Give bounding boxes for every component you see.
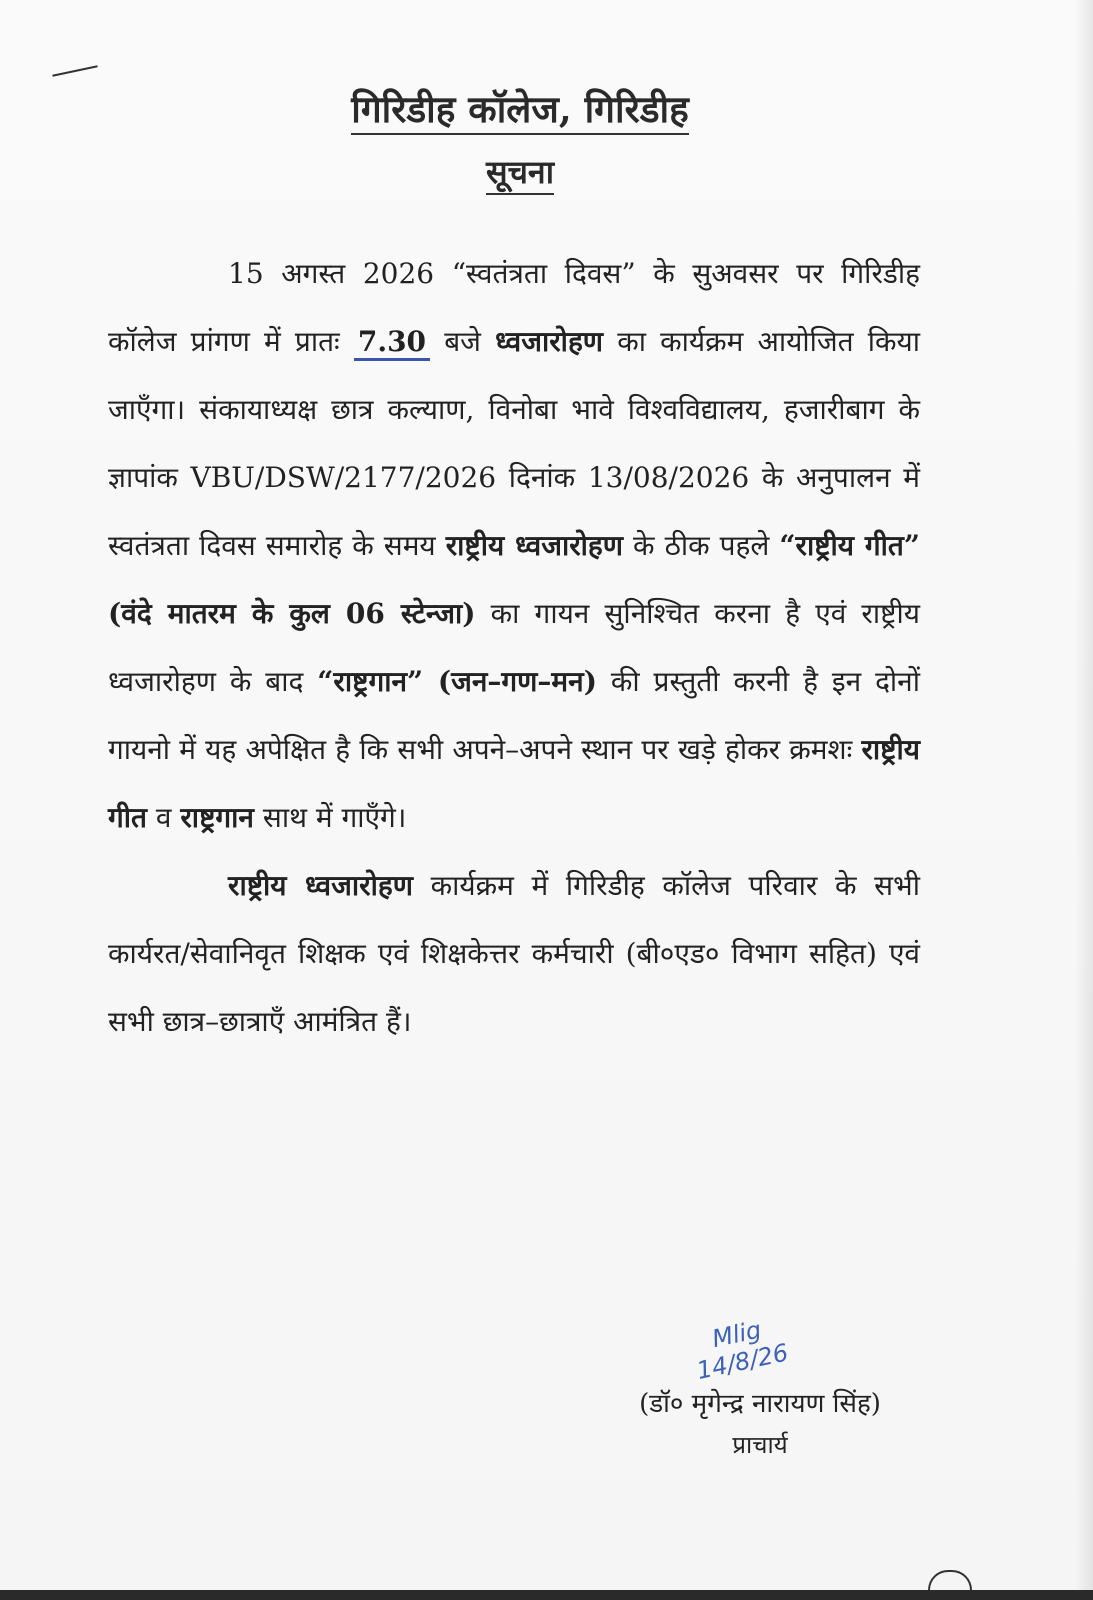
p1-text-2: बजे	[430, 325, 496, 358]
edge-mark	[928, 1570, 972, 1592]
p2-bold-1: राष्ट्रीय ध्वजारोहण	[228, 869, 413, 902]
notice-heading	[0, 150, 1040, 193]
principal-designation: प्राचार्य	[732, 1431, 788, 1459]
handwritten-signature: Mlig 14/8/26	[694, 1315, 791, 1386]
notice-heading-text: सूचना	[486, 153, 554, 195]
bottom-edge	[0, 1590, 1093, 1600]
page-shadow	[1075, 0, 1093, 1600]
p1-text-4: के ठीक पहले	[623, 529, 780, 562]
p1-text-1: 15 अगस्त 2026 “स्वतंत्रता दिवस” के सुअवसर पर गिरिडीह कॉलेज प्रांगण में प्रातः	[108, 257, 920, 358]
p1-text-7: व	[146, 801, 181, 834]
p1-text-3: का कार्यक्रम आयोजित किया जाएँगा। संकायाध्यक्ष छात्र कल्याण, विनोबा भावे विश्वविद्यालय, हजारीबाग के ज्ञापांक VBU/DSW/2177/2026 दिनांक 13/08/2026 के अनुपालन में स्वतंत्रता दिवस समारोह के समय	[108, 325, 920, 562]
principal-name: (डॉ० मृगेन्द्र नारायण सिंह)	[639, 1389, 881, 1419]
p1-bold-4: “राष्ट्रगान” (जन–गण–मन)	[317, 665, 597, 698]
p1-bold-2: राष्ट्रीय ध्वजारोहण	[445, 529, 624, 562]
notice-body	[108, 240, 920, 1056]
paragraph-1	[108, 240, 920, 852]
college-title-text: गिरिडीह कॉलेज, गिरिडीह	[351, 87, 689, 135]
paragraph-2	[108, 852, 920, 1056]
p2-text-1: कार्यक्रम में गिरिडीह कॉलेज परिवार के सभी कार्यरत/सेवानिवृत शिक्षक एवं शिक्षकेत्तर कर्मचारी (बी०एड० विभाग सहित) एवं सभी छात्र–छात्राएँ आमंत्रित हैं।	[108, 869, 920, 1038]
pen-mark	[52, 65, 97, 77]
p1-text-5: का गायन सुनिश्चित करना है एवं राष्ट्रीय ध्वजारोहण के बाद	[108, 597, 920, 698]
signature-block	[580, 1315, 940, 1461]
college-title	[0, 82, 1040, 133]
p1-bold-flag: ध्वजारोहण	[495, 325, 604, 358]
p1-bold-6: राष्ट्रगान	[180, 801, 254, 834]
p1-bold-3: “राष्ट्रीय गीत” (वंदे मातरम के कुल 06 स्टेन्जा)	[108, 529, 920, 630]
p1-text-6: की प्रस्तुती करनी है इन दोनों गायनो में यह अपेक्षित है कि सभी अपने–अपने स्थान पर खड़े होकर क्रमशः	[108, 665, 920, 766]
time-value: 7.30	[354, 325, 430, 361]
p1-text-8: साथ में गाएँगे।	[253, 801, 407, 834]
p1-bold-5: राष्ट्रीय गीत	[108, 733, 920, 834]
